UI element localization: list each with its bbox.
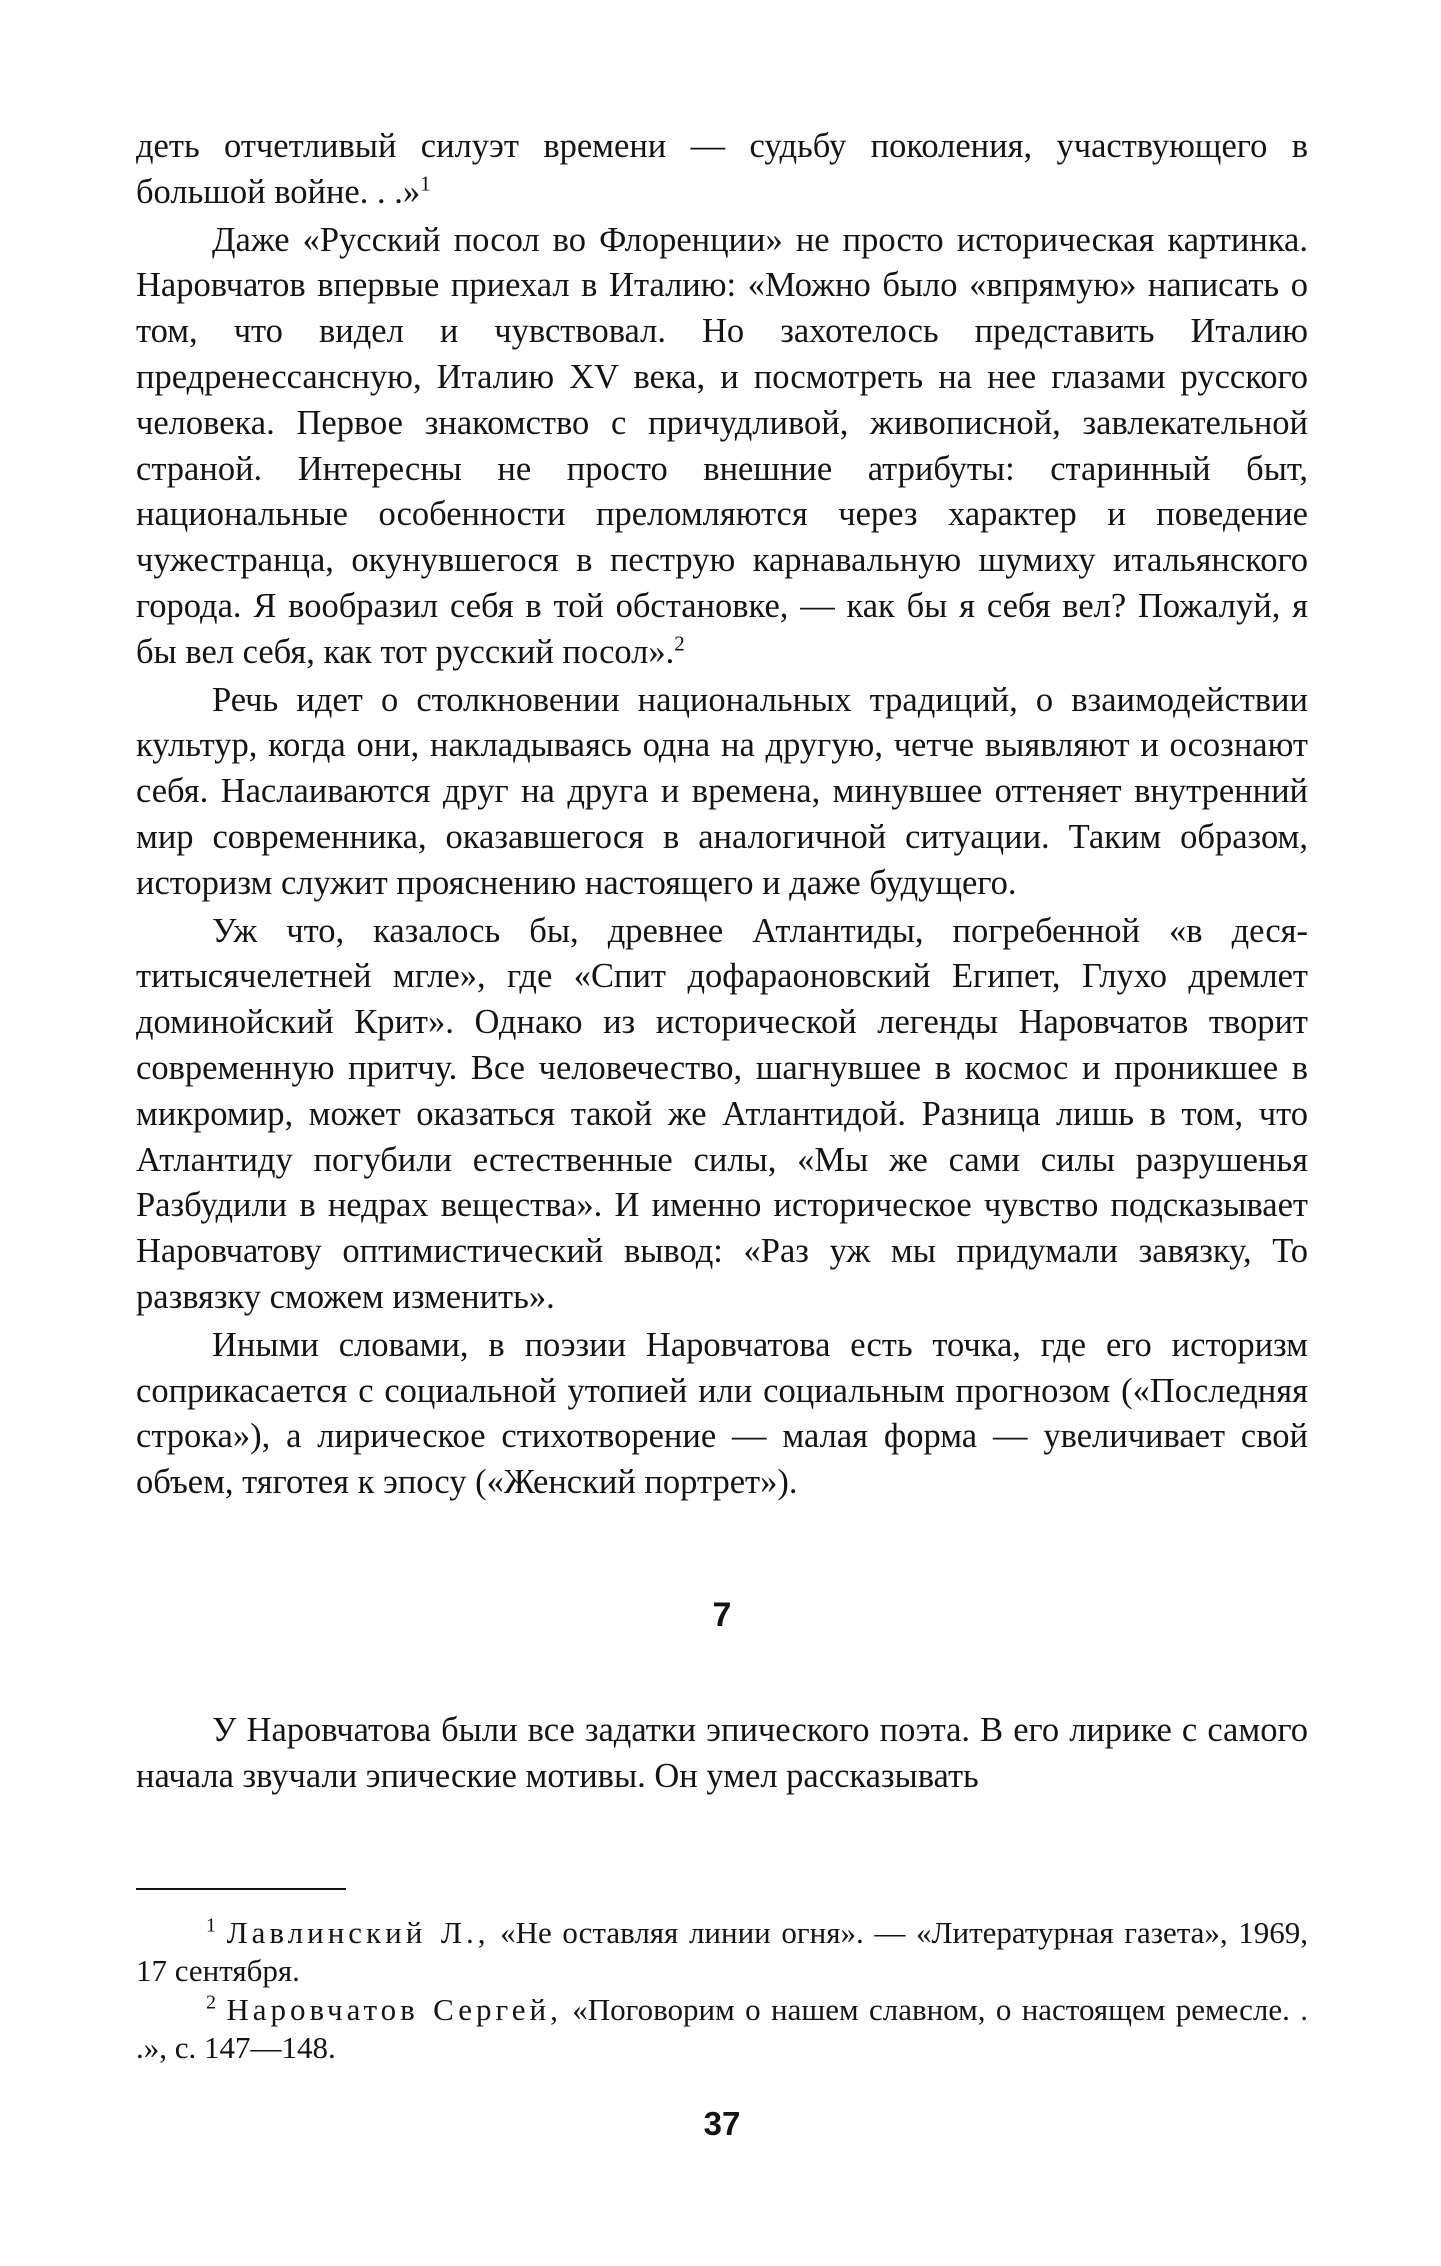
footnote-text: «Поговорим о нашем славном, о настоящем ремесле. . .», с. 147—148. <box>136 1991 1309 2065</box>
section-paragraph: У Наровчатова были все задатки эпического поэта. В его лирике с самого начала звучали эпические мотивы. Он умел рассказывать <box>136 1710 1308 1795</box>
footnote <box>136 1991 1308 2068</box>
page-number: 37 <box>703 2104 741 2142</box>
section-heading: 7 <box>712 1595 732 1634</box>
footnote <box>136 1914 1308 1991</box>
footnote-marker: 1 <box>206 1914 216 1937</box>
footnote-ref: 2 <box>674 631 685 656</box>
footnote-author: Лавлинский Л., <box>226 1914 490 1950</box>
footnote-author: Наровчатов Сергей, <box>226 1991 562 2027</box>
paragraph-continued: деть отчетливый силуэт времени — судьбу поколения, участвующего в большой войне. . .»$^1$ <box>136 127 1308 211</box>
paragraph: Речь идет о столкновении национальных традиций, о взаимодействии культур, когда они, накладываясь одна на другую, четче выявляют и осознают себя. Наслаиваются друг на друга и времена, минувшее оттеняет внутренний мир современника, оказавшегося в аналогичной ситуации. Таким образом, историзм служит прояснению настоящего и даже будущего. <box>136 680 1308 902</box>
footnote-marker: 2 <box>206 1991 216 2014</box>
paragraph: Уж что, казалось бы, древнее Атлантиды, погребенной «в десятитысячелетней мгле», где «Спит дофараоновский Египет, Глухо дремлет доминойский Крит». Однако из исторической легенды Наровчатов творит современную притчу. Все человечество, шагнувшее в космос и проникшее в микромир, может оказаться такой же Атлантидой. Разница лишь в том, что Атлантиду погубили естественные силы, «Мы же сами силы разрушенья Разбудили в недрах вещества». И именно историческое чувство подсказывает Наровчатову оптимистический вывод: «Раз уж мы придумали завязку, То развязку сможем изменить». <box>136 911 1308 1316</box>
footnote-text: «Не оставляя линии огня». — «Литературная газета», 1969, 17 сентября. <box>136 1914 1309 1988</box>
footnote-ref: 1 <box>420 171 431 196</box>
footnote-divider <box>136 1888 346 1890</box>
paragraph: Иными словами, в поэзии Наровчатова есть точка, где его историзм соприкасается с социальной утопией или социальным прогнозом («Последняя строка»), а лирическое стихотворение — малая форма — увеличивает свой объем, тяготея к эпосу («Женский портрет»). <box>136 1325 1308 1502</box>
paragraph: Даже «Русский посол во Флоренции» не просто историческая картинка. Наровчатов впервые приехал в Италию: «Можно было «впрямую» написать о том, что видел и чувствовал. Но захотелось представить Италию предренессансную, Италию XV века, и посмотреть на нее глазами русского человека. Первое знакомство с причудливой, живописной, завлекательной страной. Интересны не просто внешние атрибуты: старинный быт, национальные особенности преломляются через характер и поведение чужестранца, окунувшегося в пеструю карнавальную шумиху итальянского города. Я вообразил себя в той обстановке, — как бы я себя вел? Пожалуй, я бы вел себя, как тот русский посол».$^2$ <box>136 220 1308 671</box>
book-page <box>136 124 1308 2146</box>
